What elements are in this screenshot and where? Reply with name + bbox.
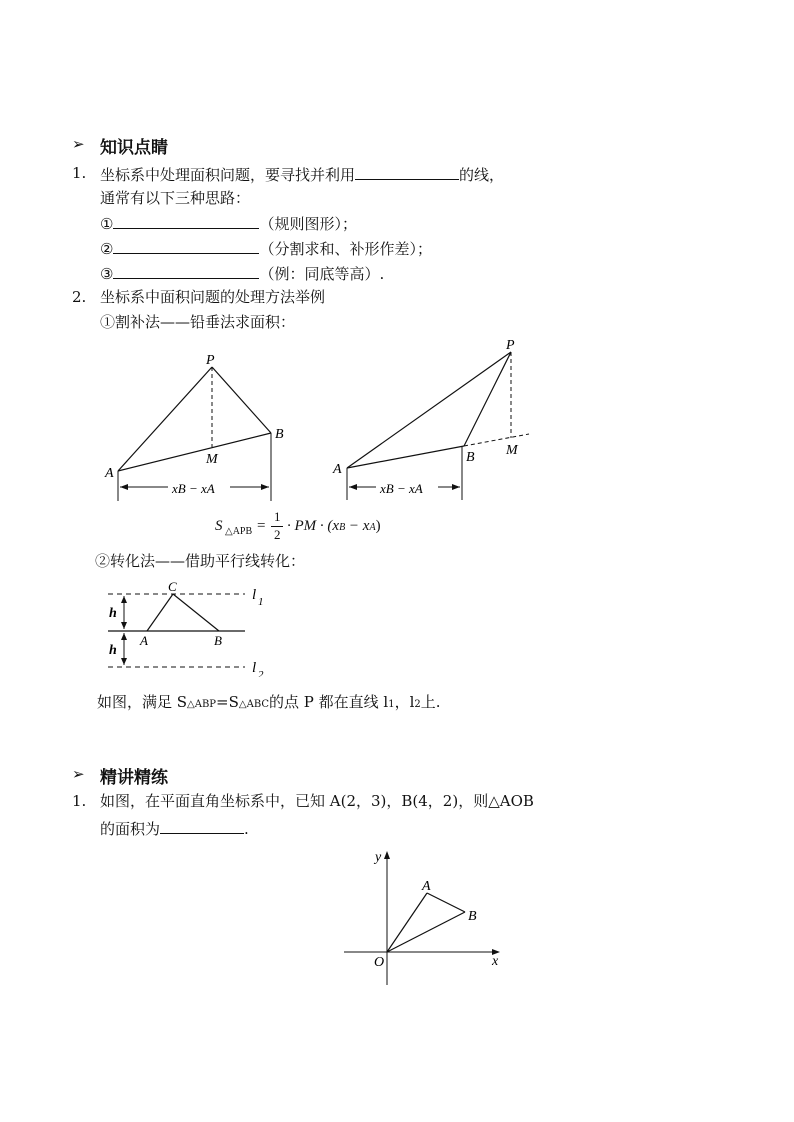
option-3-note: （例：同底等高）. <box>259 265 385 283</box>
segment-ab <box>347 446 464 468</box>
fill-blank-area[interactable] <box>160 817 244 834</box>
arrowhead-right <box>261 484 269 490</box>
arrowhead <box>121 633 127 640</box>
line4-sub-1: 1 <box>388 699 395 710</box>
line4-eq: =S <box>216 693 239 711</box>
label-o: O <box>374 955 385 970</box>
formula-minus: − x <box>345 518 370 534</box>
section-title-knowledge: 知识点睛 <box>100 138 168 158</box>
practice1-line2 <box>100 817 249 839</box>
formula-denominator: 2 <box>274 527 281 542</box>
option-2-note: （分割求和、补形作差）； <box>259 240 432 258</box>
formula-close: ) <box>375 518 381 534</box>
label-p: P <box>506 338 515 353</box>
label-l2-sub: 2 <box>258 669 264 677</box>
figure-coordinate-plane <box>340 845 510 990</box>
label-y: y <box>375 850 382 865</box>
segment-ab <box>118 433 271 471</box>
arrowhead <box>121 622 127 629</box>
formula-eq: = <box>257 518 266 534</box>
formula-numerator: 1 <box>274 509 281 524</box>
label-b: B <box>466 450 475 465</box>
label-a: A <box>422 879 431 894</box>
label-l1: l <box>252 587 257 603</box>
item2-line2: ①割补法——铅垂法求面积： <box>100 313 296 331</box>
formula-xa-sub: A <box>369 522 376 533</box>
formula-rest <box>287 518 381 535</box>
label-b: B <box>214 633 222 648</box>
segment-ap <box>347 352 511 468</box>
line4-text-1: 如图，满足 S <box>97 693 188 711</box>
practice1-line2-end: . <box>244 820 249 838</box>
segment-cb <box>173 594 219 631</box>
item-number: 1. <box>72 164 87 182</box>
item-number: 1. <box>72 792 87 810</box>
bullet-arrow-icon: ➢ <box>72 765 85 783</box>
line4-text-2: 的点 P 都在直线 l <box>269 693 389 711</box>
y-axis-arrow <box>384 851 390 859</box>
item-number: 2. <box>72 288 87 306</box>
item2-line4 <box>97 692 441 715</box>
label-l2: l <box>252 660 257 676</box>
item1-line2: 通常有以下三种思路： <box>100 189 251 207</box>
width-label: xB − xA <box>172 481 215 496</box>
option-2 <box>100 237 432 259</box>
formula-s: S <box>215 518 223 534</box>
option-3-mark: ③ <box>100 265 114 283</box>
option-1-mark: ① <box>100 215 114 233</box>
width-label: xB − xA <box>380 481 423 496</box>
practice1-line2-text: 的面积为 <box>100 820 161 838</box>
fill-blank-opt3[interactable] <box>113 262 259 279</box>
fill-blank-1[interactable] <box>355 163 459 180</box>
line4-sub-abp: △ABP <box>187 699 217 710</box>
figure-parallel-lines <box>100 577 275 677</box>
item1-line1 <box>100 163 504 185</box>
line4-text-end: 上. <box>420 693 441 711</box>
fill-blank-opt2[interactable] <box>113 237 259 254</box>
line4-sub-2: 2 <box>414 699 421 710</box>
arrowhead-left <box>349 484 357 490</box>
option-3 <box>100 262 384 284</box>
label-h-bottom: h <box>109 643 117 658</box>
arrowhead-right <box>452 484 460 490</box>
label-c: C <box>168 579 177 594</box>
section-title-practice: 精讲精练 <box>100 768 168 788</box>
item2-line1: 坐标系中面积问题的处理方法举例 <box>100 288 326 306</box>
dashed-extension-ab <box>464 434 529 446</box>
item1-line1-text: 坐标系中处理面积问题，要寻找并利用 <box>100 166 356 184</box>
formula-xb-sub: B <box>339 522 346 533</box>
option-2-mark: ② <box>100 240 114 258</box>
arrowhead <box>121 596 127 603</box>
segment-pb <box>212 367 271 433</box>
fill-blank-opt1[interactable] <box>113 212 259 229</box>
figure-vertical-method-right <box>330 335 540 505</box>
item1-line1-end: 的线， <box>459 166 505 184</box>
arrowhead <box>121 658 127 665</box>
item2-line3: ②转化法——借助平行线转化： <box>95 552 306 570</box>
label-l1-sub: 1 <box>258 596 264 608</box>
option-1-note: （规则图形）； <box>259 215 357 233</box>
label-h-top: h <box>109 606 117 621</box>
segment-pb <box>464 352 511 446</box>
label-a: A <box>140 633 148 648</box>
formula-s-sub: △APB <box>225 526 253 537</box>
label-a: A <box>333 462 342 477</box>
figure-vertical-method-left <box>100 345 300 505</box>
label-x: x <box>492 954 499 969</box>
bullet-arrow-icon: ➢ <box>72 135 85 153</box>
label-b: B <box>468 909 477 924</box>
arrowhead-left <box>120 484 128 490</box>
label-p: P <box>206 353 215 368</box>
segment-ap <box>118 367 212 471</box>
segment-ob <box>387 912 465 952</box>
formula-rest-text: · PM · (x <box>287 518 340 534</box>
label-m: M <box>506 443 518 458</box>
label-m: M <box>206 452 218 467</box>
practice1-line1: 如图，在平面直角坐标系中，已知 A(2，3)，B(4，2)，则△AOB <box>100 792 534 810</box>
segment-ab <box>427 893 465 912</box>
label-b: B <box>275 427 284 442</box>
segment-oa <box>387 893 427 952</box>
segment-ac <box>147 594 173 631</box>
label-a: A <box>105 466 114 481</box>
line4-sub-abc: △ABC <box>238 699 270 710</box>
line4-text-3: ，l <box>394 693 415 711</box>
option-1 <box>100 212 357 234</box>
